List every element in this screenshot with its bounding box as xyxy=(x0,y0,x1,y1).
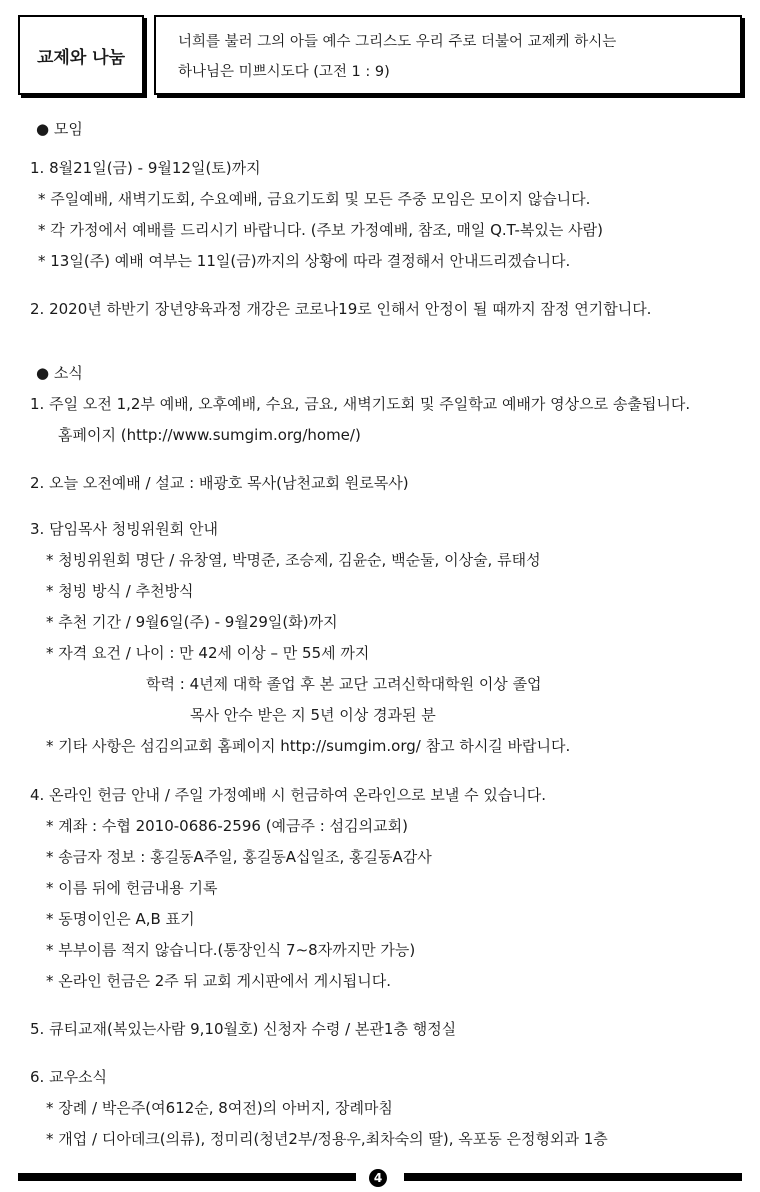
section-heading-meetings: ● 모임 xyxy=(36,120,83,138)
verse-line: 하나님은 미쁘시도다 (고전 1 : 9) xyxy=(178,64,390,80)
list-item: * 기타 사항은 섬김의교회 홈페이지 http://sumgim.org/ 참고 하시길 바랍니다. xyxy=(46,737,571,755)
list-item: * 주일예배, 새벽기도회, 수요예배, 금요기도회 및 모든 주중 모임은 모이지 않습니다. xyxy=(38,190,591,208)
homepage-link[interactable]: 홈페이지 (http://www.sumgim.org/home/) xyxy=(58,426,361,444)
list-item: * 장례 / 박은주(여612순, 8여전)의 아버지, 장례마침 xyxy=(46,1099,393,1117)
section-heading-news: ● 소식 xyxy=(36,364,83,382)
list-item: 5. 큐티교재(복있는사람 9,10월호) 신청자 수령 / 본관1층 행정실 xyxy=(30,1020,457,1038)
list-item: * 청빙위원회 명단 / 유창열, 박명준, 조승제, 김윤순, 백순둘, 이상술, 류태성 xyxy=(46,551,541,569)
list-item: * 동명이인은 A,B 표기 xyxy=(46,910,195,928)
list-item: * 추천 기간 / 9월6일(주) - 9월29일(화)까지 xyxy=(46,613,338,631)
list-item: 학력 : 4년제 대학 졸업 후 본 교단 고려신학대학원 이상 졸업 xyxy=(146,675,542,693)
page-footer xyxy=(18,1170,742,1186)
list-item: * 계좌 : 수협 2010-0686-2596 (예금주 : 섬김의교회) xyxy=(46,817,408,835)
list-item: 2. 2020년 하반기 장년양육과정 개강은 코로나19로 인해서 안정이 될 때까지 잠정 연기합니다. xyxy=(30,300,652,318)
list-item: 6. 교우소식 xyxy=(30,1068,108,1086)
footer-rule xyxy=(18,1173,356,1181)
list-item: 1. 주일 오전 1,2부 예배, 오후예배, 수요, 금요, 새벽기도회 및 주일학교 예배가 영상으로 송출됩니다. xyxy=(30,395,691,413)
list-item: 2. 오늘 오전예배 / 설교 : 배광호 목사(남천교회 원로목사) xyxy=(30,474,409,492)
list-item: * 자격 요건 / 나이 : 만 42세 이상 – 만 55세 까지 xyxy=(46,644,370,662)
section-label: 교제와 나눔 xyxy=(18,15,144,95)
page-number: 4 xyxy=(369,1169,387,1187)
list-item: * 각 가정에서 예배를 드리시기 바랍니다. (주보 가정예배, 참조, 매일 Q.T-복있는 사람) xyxy=(38,221,603,239)
list-item: 4. 온라인 헌금 안내 / 주일 가정예배 시 헌금하여 온라인으로 보낼 수 있습니다. xyxy=(30,786,547,804)
list-item: * 온라인 헌금은 2주 뒤 교회 게시판에서 게시됩니다. xyxy=(46,972,391,990)
bible-verse-box xyxy=(154,15,742,95)
list-item: 1. 8월21일(금) - 9월12일(토)까지 xyxy=(30,159,261,177)
section-header xyxy=(18,15,742,97)
list-item: 3. 담임목사 청빙위원회 안내 xyxy=(30,520,219,538)
list-item: 목사 안수 받은 지 5년 이상 경과된 분 xyxy=(190,706,436,724)
list-item: * 청빙 방식 / 추천방식 xyxy=(46,582,194,600)
list-item: * 13일(주) 예배 여부는 11일(금)까지의 상황에 따라 결정해서 안내드리겠습니다. xyxy=(38,252,571,270)
footer-rule xyxy=(404,1173,742,1181)
verse-line: 너희를 불러 그의 아들 예수 그리스도 우리 주로 더불어 교제케 하시는 xyxy=(178,34,617,50)
list-item: * 송금자 정보 : 홍길동A주일, 홍길동A십일조, 홍길동A감사 xyxy=(46,848,432,866)
list-item: * 부부이름 적지 않습니다.(통장인식 7∼8자까지만 가능) xyxy=(46,941,416,959)
list-item: * 이름 뒤에 헌금내용 기록 xyxy=(46,879,218,897)
list-item: * 개업 / 디아데크(의류), 정미리(청년2부/정용우,최차숙의 딸), 옥포동 은정형외과 1층 xyxy=(46,1130,608,1148)
